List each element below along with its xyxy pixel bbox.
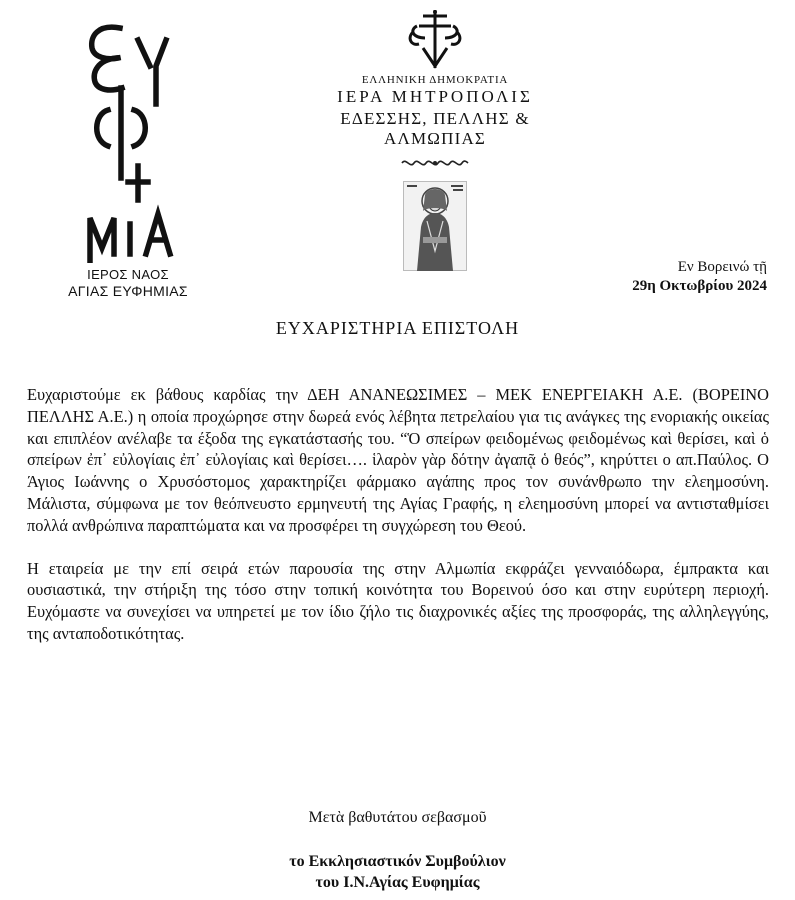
logo-caption-line2: ΑΓΙΑΣ ΕΥΦΗΜΙΑΣ	[68, 283, 188, 299]
letter-date	[632, 258, 767, 296]
body-paragraph-1: Ευχαριστούμε εκ βάθους καρδίας την ΔΕΗ ΑΝΑΝΕΩΣΙΜΕΣ – ΜΕΚ ΕΝΕΡΓΕΙΑΚΗ Α.Ε. (ΒΟΡΕΙΝΟ ΠΕΛΛΗΣ Α.Ε.) η οποία προχώρησε στην δωρεά ενός λέβητα πετρελαίου για τις ανάγκες της ενοριακής οικείας και επιπλέον ανέλαβε τα έξοδα της εγκατάστασής του. “Ὁ σπείρων φειδομένως φειδομένως καὶ θερίσει, καὶ ὁ σπείρων ἐπ᾽ εὐλογίαις ἐπ᾽ εὐλογίαις καὶ θερίσει…. ἱλαρὸν γὰρ δότην ἀγαπᾷ ὁ θεός”, κηρύττει ο απ.Παύλος. Ο Άγιος Ιωάννης ο Χρυσόστομος χαρακτηρίζει φάρμακο αγάπης προς τον συνάνθρωπο την ελεημοσύνη. Μάλιστα, σύμφωνα με τον θεόπνευστο ερμηνευτή της Αγίας Γραφής, η ελεημοσύνη μπορεί να αντισταθμίσει πολλά ανθρώπινα παραπτώματα και να προσφέρει τη συγχώρεση του Θεού.	[27, 385, 769, 535]
euphemia-wordmark-logo	[68, 18, 188, 263]
date-value: 29η Οκτωβρίου 2024	[632, 278, 767, 294]
decorative-ornament-icon	[400, 157, 470, 169]
letterhead	[305, 8, 565, 271]
signature-line1: το Εκκλησιαστικόν Συμβούλιον	[289, 853, 506, 870]
signature-block	[0, 851, 795, 893]
header-line3: ΕΔΕΣΣΗΣ, ΠΕΛΛΗΣ & ΑΛΜΩΠΙΑΣ	[340, 109, 530, 148]
letter-body	[27, 384, 769, 645]
signature-line2: του Ι.Ν.Αγίας Ευφημίας	[315, 874, 480, 891]
logo-caption-line1: ΙΕΡΟΣ ΝΑΟΣ	[87, 267, 169, 282]
body-paragraph-2: Η εταιρεία με την επί σειρά ετών παρουσία της στην Αλμωπία εκφράζει γενναιόδωρα, έμπρακτα και ουσιαστικά, την στήριξη της τόσο στην τοπική κοινότητα του Βορεινού όσο και στην ευρύτερη περιοχή. Ευχόμαστε να συνεχίσει να υπηρετεί με τον ίδιο ζήλο τις διαχρονικές αξίες της προσφοράς, της αλληλεγγύης, της ανταποδοτικότητας.	[27, 558, 769, 643]
saint-euphemia-icon	[403, 181, 467, 271]
parish-logo	[48, 18, 208, 299]
date-place: Εν Βορεινώ τῇ	[677, 259, 767, 275]
closing-salutation: Μετὰ βαθυτάτου σεβασμοῦ	[308, 809, 487, 826]
header-line2: ΙΕΡΑ ΜΗΤΡΟΠΟΛΙΣ	[337, 87, 533, 106]
letter-title: ΕΥΧΑΡΙΣΤΗΡΙΑ ΕΠΙΣΤΟΛΗ	[275, 318, 520, 338]
header-line1: ΕΛΛΗΝΙΚΗ ΔΗΜΟΚΡΑΤΙΑ	[361, 74, 509, 86]
metropolis-monogram-icon	[403, 8, 467, 70]
logo-caption	[48, 267, 208, 299]
